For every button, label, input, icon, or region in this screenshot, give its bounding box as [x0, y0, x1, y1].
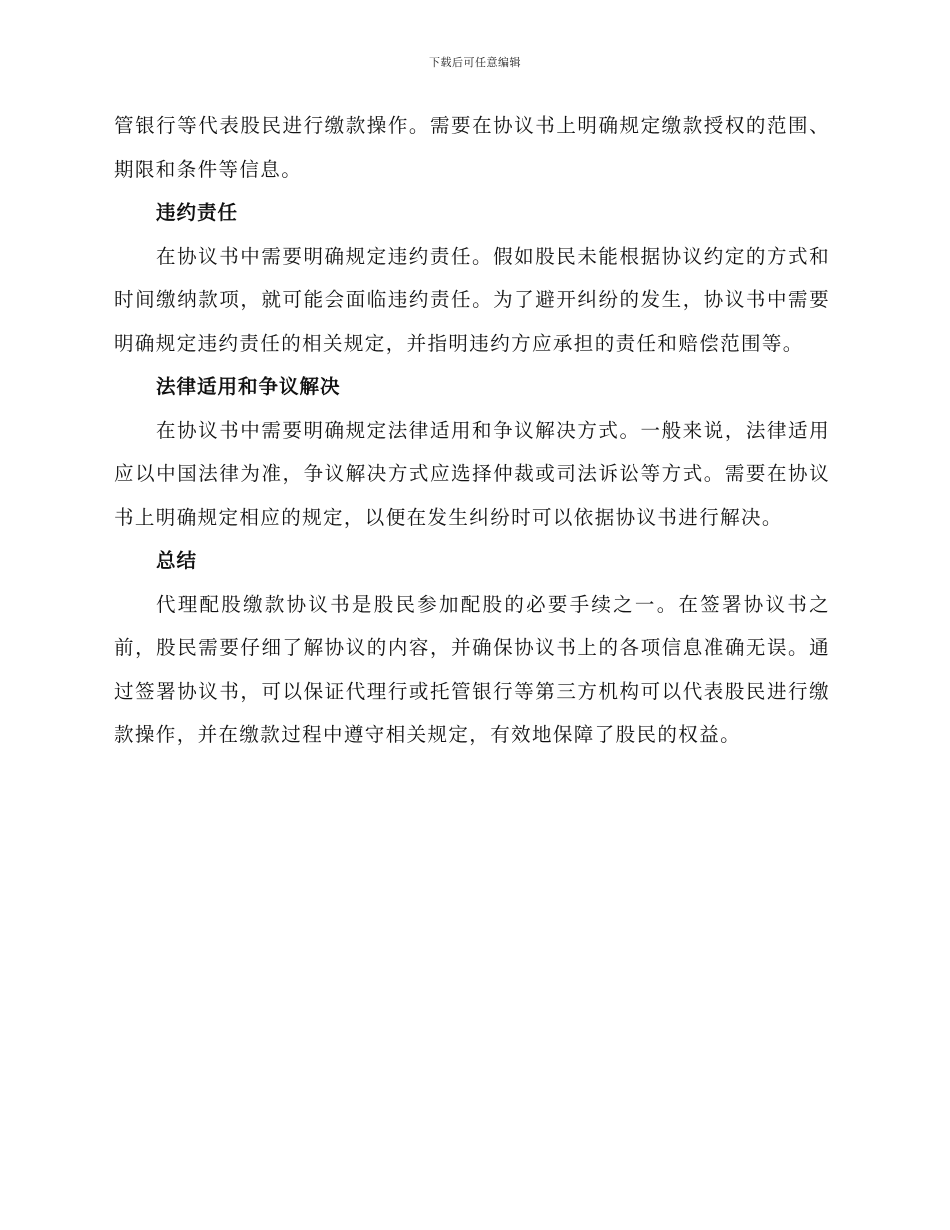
paragraph-summary: 代理配股缴款协议书是股民参加配股的必要手续之一。在签署协议书之前，股民需要仔细了解协议的内容，并确保协议书上的各项信息准确无误。通过签署协议书，可以保证代理行或托管银行等第三方机构可以代表股民进行缴款操作，并在缴款过程中遵守相关规定，有效地保障了股民的权益。 — [114, 592, 830, 746]
paragraph-breach-liability: 在协议书中需要明确规定违约责任。假如股民未能根据协议约定的方式和时间缴纳款项，就可能会面临违约责任。为了避开纠纷的发生，协议书中需要明确规定违约责任的相关规定，并指明违约方应承担的责任和赔偿范围等。 — [114, 244, 830, 355]
heading-breach-liability: 违约责任 — [156, 201, 239, 224]
heading-law-dispute: 法律适用和争议解决 — [156, 375, 341, 398]
heading-summary: 总结 — [156, 549, 198, 572]
paragraph-continued-intro: 管银行等代表股民进行缴款操作。需要在协议书上明确规定缴款授权的范围、期限和条件等信息。 — [114, 114, 830, 181]
paragraph-law-dispute: 在协议书中需要明确规定法律适用和争议解决方式。一般来说，法律适用应以中国法律为准，争议解决方式应选择仲裁或司法诉讼等方式。需要在协议书上明确规定相应的规定，以便在发生纠纷时可以依据协议书进行解决。 — [114, 418, 830, 529]
page-header: 下载后可任意编辑 — [429, 56, 521, 69]
document-body — [114, 104, 830, 757]
